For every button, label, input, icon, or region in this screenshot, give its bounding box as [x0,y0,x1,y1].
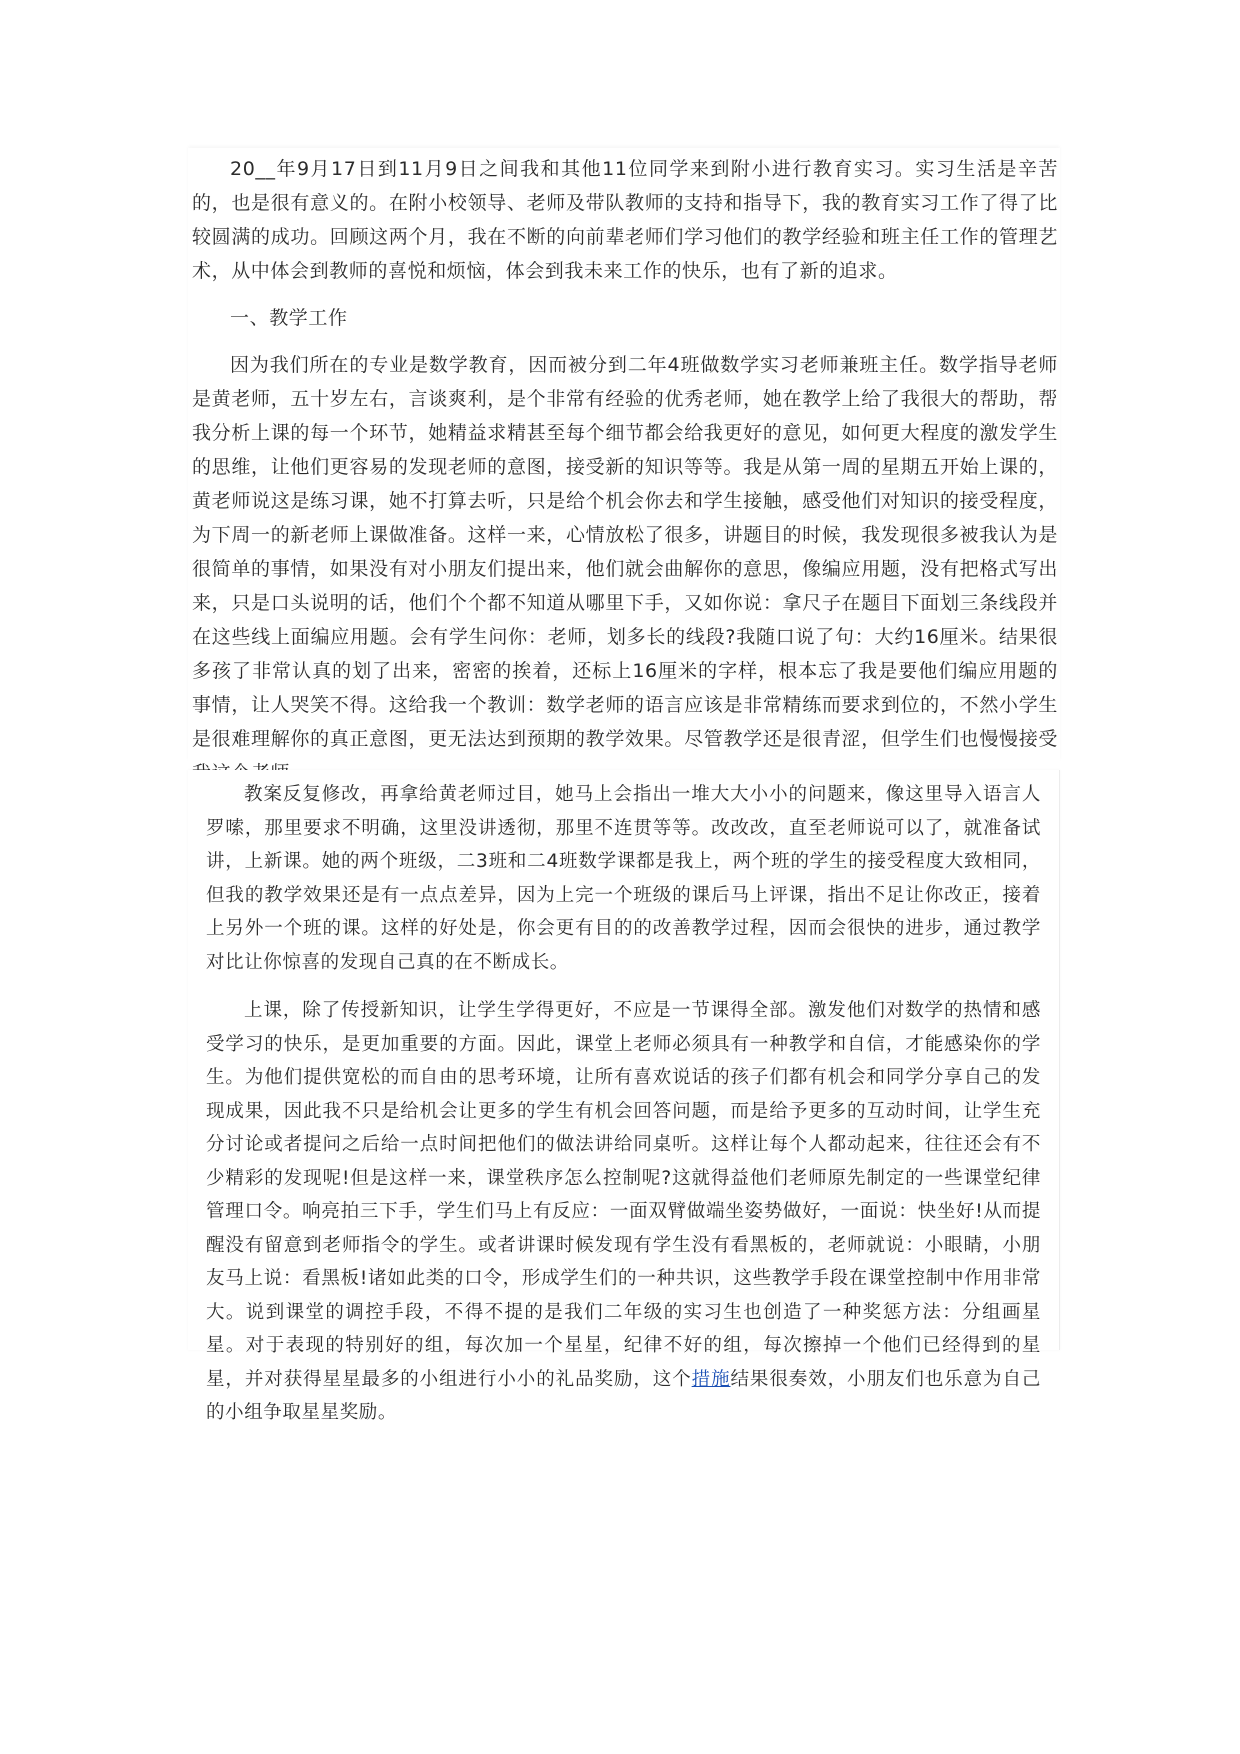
paragraph-intro: 20__年9月17日到11月9日之间我和其他11位同学来到附小进行教育实习。实习生活是辛苦的，也是很有意义的。在附小校领导、老师及带队教师的支持和指导下，我的教育实习工作了得了比较圆满的成功。回顾这两个月，我在不断的向前辈老师们学习他们的教学经验和班主任工作的管理艺术，从中体会到教师的喜悦和烦恼，体会到我未来工作的快乐，也有了新的追求。 [192,158,1058,282]
paragraph-teaching: 因为我们所在的专业是数学教育，因而被分到二年4班做数学实习老师兼班主任。数学指导老师是黄老师，五十岁左右，言谈爽利，是个非常有经验的优秀老师，她在教学上给了我很大的帮助，帮我分析上课的每一个环节，她精益求精甚至每个细节都会给我更好的意见，如何更大程度的激发学生的思维，让他们更容易的发现老师的意图，接受新的知识等等。我是从第一周的星期五开始上课的，黄老师说这是练习课，她不打算去听，只是给个机会你去和学生接触，感受他们对知识的接受程度，为下周一的新老师上课做准备。这样一来，心情放松了很多，讲题目的时候，我发现很多被我认为是很简单的事情，如果没有对小朋友们提出来，他们就会曲解你的意思，像编应用题，没有把格式写出来，只是口头说明的话，他们个个都不知道从哪里下手，又如你说：拿尺子在题目下面划三条线段并在这些线上面编应用题。会有学生问你：老师，划多长的线段?我随口说了句：大约16厘米。结果很多孩了非常认真的划了出来，密密的挨着，还标上16厘米的字样，根本忘了我是要他们编应用题的事情，让人哭笑不得。这给我一个教训：数学老师的语言应该是非常精练而要求到位的，不然小学生是很难理解你的真正意图，更无法达到预期的教学效果。尽管教学还是很青涩，但学生们也慢慢接受 [192,354,1058,750]
measures-link[interactable]: 措施 [691,1368,731,1390]
paragraph-classroom-management [188,994,1059,1430]
text-block-internship-summary [188,148,1060,762]
paragraph-lesson-plan: 教案反复修改，再拿给黄老师过目，她马上会指出一堆大大小小的问题来，像这里导入语言人罗嗦，那里要求不明确，这里没讲透彻，那里不连贯等等。改改改，直至老师说可以了，就准备试讲，上新课。她的两个班级，二3班和二4班数学课都是我上，两个班的学生的接受程度大致相同，但我的教学效果还是有一点点差异，因为上完一个班级的课后马上评课，指出不足让你改正，接着上另外一个班的课。这样的好处是，你会更有目的的改善教学过程，因而会很快的进步，通过教学对比让你惊喜的发现自己真的在不断成长。 [206,784,1041,973]
section-heading-teaching: 一、教学工作 [230,307,348,329]
text-block-lesson-practice [188,770,1060,1423]
classroom-text-before-link: 上课，除了传授新知识，让学生学得更好，不应是一节课得全部。激发他们对数学的热情和感受学习的快乐，是更加重要的方面。因此，课堂上老师必须具有一种教学和自信，才能感染你的学生。为他们提供宽松的而自由的思考环境，让所有喜欢说话的孩子们都有机会和同学分享自己的发现成果，因此我不只是给机会让更多的学生有机会回答问题，而是给予更多的互动时间，让学生充分讨论或者提问之后给一点时间把他们的做法讲给同桌听。这样让每个人都动起来，往往还会有不少精彩的发现呢!但是这样一来，课堂秩序怎么控制呢?这就得益他们老师原先制定的一些课堂纪律管理口令。响亮拍三下手，学生们马上有反应：一面双臂做端坐姿势做好，一面说：快坐好!从而提醒没有留意到老师指令的学生。或者讲课时候发现有学生没有看黑板的，老师就说：小眼睛，小朋友马上说：看黑板!诸如此类的口令，形成学生们的一种共识，这些教学手段在课堂控制中作用非常大。说到课堂的调控手段，不得不提的是我们二年级的实习生也创造了一种奖惩方法：分组画星星。对于表现的特别好的组，每次加一个星星，纪律不好的组，每次擦掉一个他们已经得到的星星，并对获得星星最多的小组进行小小的礼品奖励，这个 [206,1000,1041,1390]
classroom-text-after-link: 结果很奏效，小朋友们也乐意为自己的小组争取星星奖励。 [206,1368,1041,1423]
